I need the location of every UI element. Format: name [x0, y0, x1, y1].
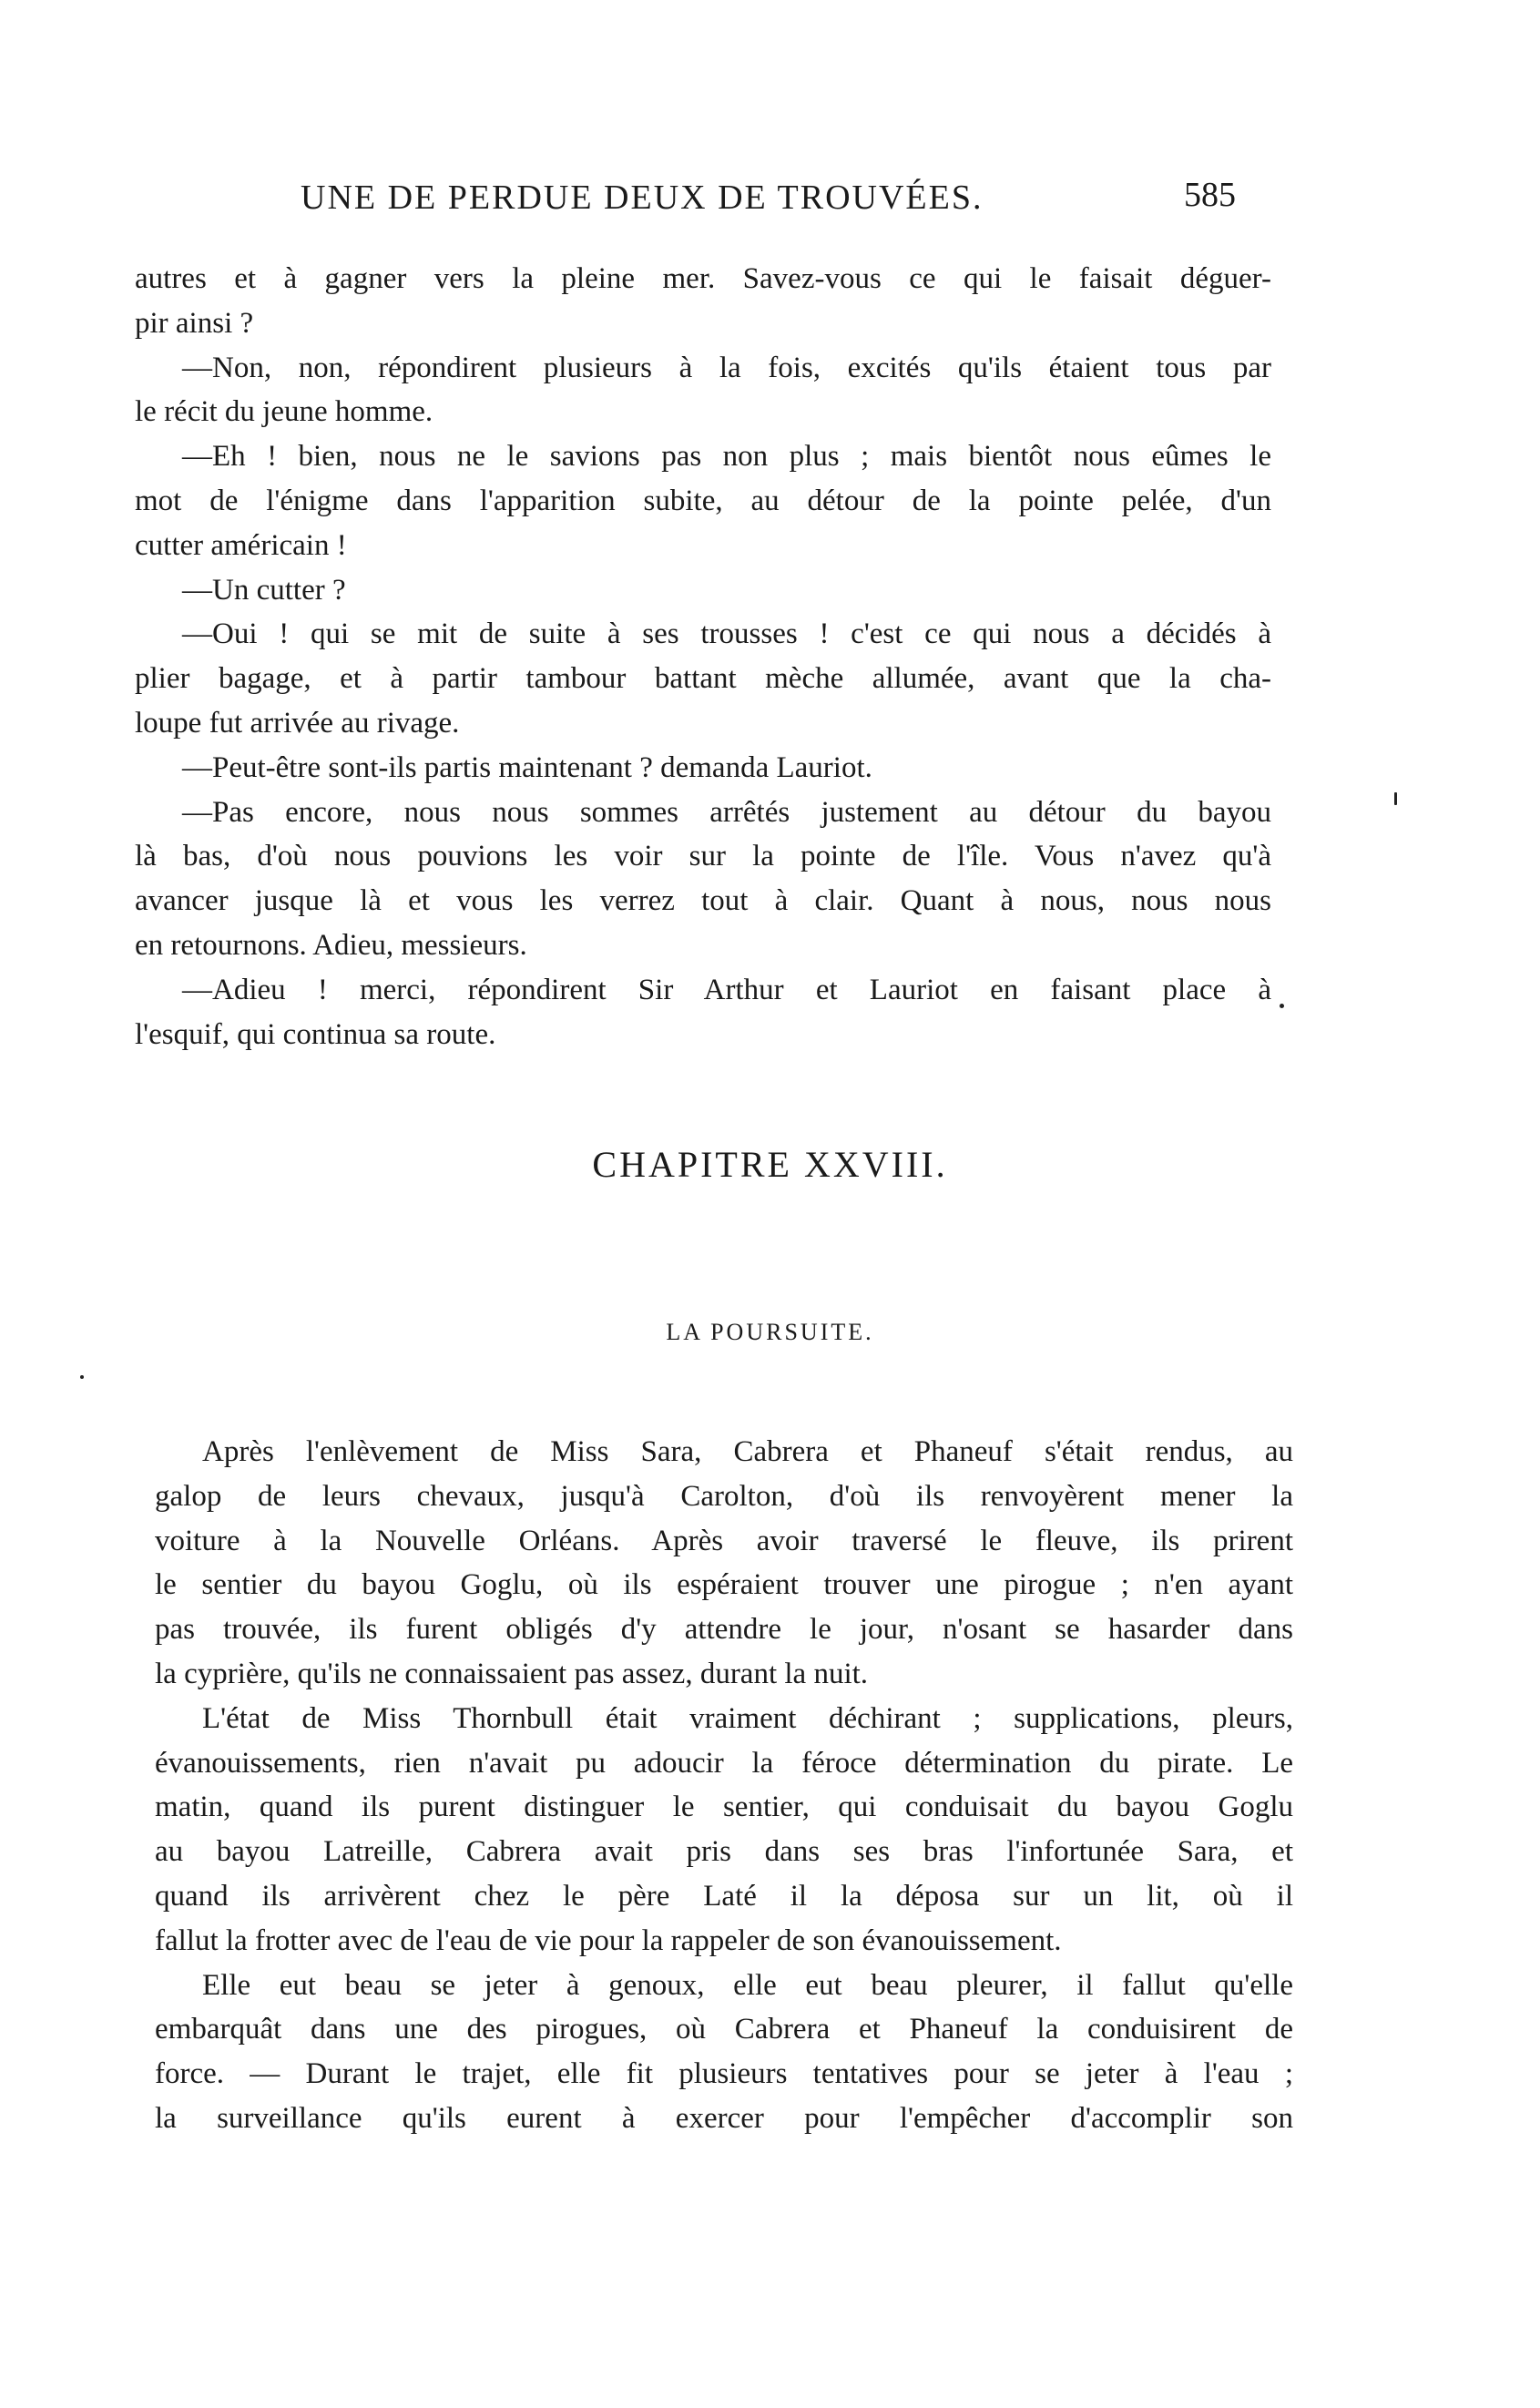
text-line: fallut la frotter avec de l'eau de vie pour la rappeler de son évanouissement.: [155, 1923, 1062, 1957]
text-line: pas trouvée, ils furent obligés d'y attendre le jour, n'osant se hasarder dans: [155, 1613, 1293, 1647]
text-line: —Peut-être sont-ils partis maintenant ? demanda Lauriot.: [182, 750, 872, 784]
chapter-title: CHAPITRE XXVIII.: [592, 1144, 948, 1185]
text-line: L'état de Miss Thornbull était vraiment déchirant ; supplications, pleurs,: [202, 1701, 1293, 1735]
text-line: l'esquif, qui continua sa route.: [135, 1017, 496, 1051]
text-line: Après l'enlèvement de Miss Sara, Cabrera et Phaneuf s'était rendus, au: [202, 1435, 1293, 1468]
lower-text-block: [155, 1430, 1293, 2141]
text-line: plier bagage, et à partir tambour battant mèche allumée, avant que la cha-: [135, 662, 1271, 696]
text-line: force. — Durant le trajet, elle fit plusieurs tentatives pour se jeter à l'eau ;: [155, 2057, 1293, 2091]
text-line: matin, quand ils purent distinguer le sentier, qui conduisait du bayou Goglu: [155, 1791, 1293, 1824]
text-line: —Un cutter ?: [182, 573, 346, 607]
ink-speck: [1280, 1004, 1284, 1008]
upper-text-block: [135, 257, 1271, 1056]
ink-speck: [80, 1375, 84, 1379]
text-line: embarquât dans une des pirogues, où Cabrera et Phaneuf la conduisirent de: [155, 2013, 1293, 2046]
text-line: galop de leurs chevaux, jusqu'à Carolton, d'où ils renvoyèrent mener la: [155, 1479, 1293, 1513]
text-line: —Non, non, répondirent plusieurs à la fois, excités qu'ils étaient tous par: [182, 351, 1271, 384]
text-line: —Pas encore, nous nous sommes arrêtés justement au détour du bayou: [182, 795, 1271, 829]
text-line: en retournons. Adieu, messieurs.: [135, 928, 527, 962]
text-line: pir ainsi ?: [135, 306, 254, 340]
text-line: —Oui ! qui se mit de suite à ses trousses ! c'est ce qui nous a décidés à: [182, 617, 1271, 651]
text-line: Elle eut beau se jeter à genoux, elle eut beau pleurer, il fallut qu'elle: [202, 1968, 1293, 2002]
chapter-subtitle: LA POURSUITE.: [666, 1319, 874, 1345]
text-line: là bas, d'où nous pouvions les voir sur la pointe de l'île. Vous n'avez qu'à: [135, 840, 1271, 873]
text-line: la surveillance qu'ils eurent à exercer pour l'empêcher d'accomplir son: [155, 2101, 1293, 2135]
text-line: loupe fut arrivée au rivage.: [135, 706, 460, 740]
text-line: avancer jusque là et vous les verrez tout à clair. Quant à nous, nous nous: [135, 884, 1271, 918]
page-number: 585: [1184, 176, 1236, 214]
text-line: le récit du jeune homme.: [135, 395, 433, 429]
text-line: mot de l'énigme dans l'apparition subite, au détour de la pointe pelée, d'un: [135, 484, 1271, 517]
text-line: autres et à gagner vers la pleine mer. Savez-vous ce qui le faisait déguer-: [135, 262, 1271, 295]
text-line: au bayou Latreille, Cabrera avait pris dans ses bras l'infortunée Sara, et: [155, 1835, 1293, 1869]
text-line: le sentier du bayou Goglu, où ils espéraient trouver une pirogue ; n'en ayant: [155, 1568, 1293, 1602]
ink-speck: [1394, 792, 1397, 805]
text-line: —Adieu ! merci, répondirent Sir Arthur et Lauriot en faisant place à: [182, 973, 1271, 1006]
text-line: cutter américain !: [135, 528, 347, 562]
running-title: UNE DE PERDUE DEUX DE TROUVÉES.: [301, 179, 984, 217]
text-line: la cyprière, qu'ils ne connaissaient pas assez, durant la nuit.: [155, 1657, 869, 1690]
text-line: —Eh ! bien, nous ne le savions pas non plus ; mais bientôt nous eûmes le: [182, 440, 1271, 474]
text-line: évanouissements, rien n'avait pu adoucir la féroce détermination du pirate. Le: [155, 1746, 1293, 1780]
text-line: quand ils arrivèrent chez le père Laté il la déposa sur un lit, où il: [155, 1879, 1293, 1913]
text-line: voiture à la Nouvelle Orléans. Après avoir traversé le fleuve, ils prirent: [155, 1524, 1293, 1557]
